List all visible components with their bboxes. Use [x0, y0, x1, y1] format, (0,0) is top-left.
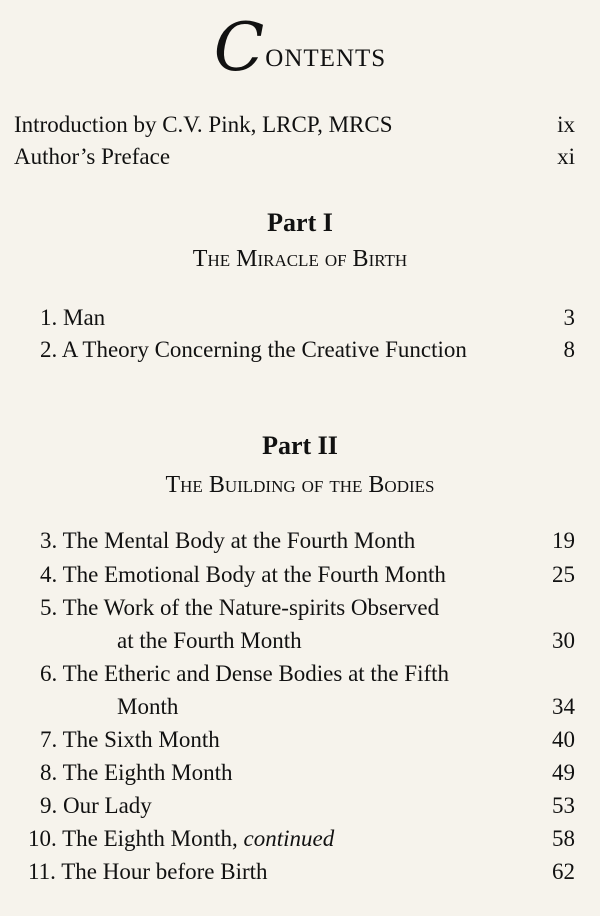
- entry-title-italic: continued: [243, 826, 335, 851]
- entry-title: Man: [63, 305, 106, 330]
- entry-title-continued: Month: [117, 694, 179, 719]
- toc-entry[interactable]: [0, 657, 600, 691]
- entry-title: The Work of the Nature-spirits Observed: [62, 595, 440, 620]
- entry-number: 7.: [40, 727, 58, 752]
- part-subheading: The Miracle of Birth: [192, 246, 408, 272]
- toc-entry[interactable]: [0, 756, 600, 790]
- entry-number: 9.: [40, 793, 58, 818]
- entry-page: ix: [557, 112, 575, 137]
- entry-page: 34: [552, 694, 575, 719]
- entry-title: Author’s Preface: [14, 144, 171, 169]
- toc-entry[interactable]: [0, 855, 600, 889]
- entry-title: The Sixth Month: [62, 727, 220, 752]
- entry-page: 62: [552, 859, 575, 884]
- entry-page: 40: [552, 727, 575, 752]
- entry-number: 11.: [28, 859, 56, 884]
- entry-number: 1.: [40, 305, 58, 330]
- toc-entry[interactable]: [0, 333, 600, 367]
- entry-page: 49: [552, 760, 575, 785]
- entry-page: 8: [563, 337, 575, 362]
- toc-entry[interactable]: [0, 723, 600, 757]
- toc-entry-continuation[interactable]: [0, 624, 600, 658]
- toc-entry[interactable]: [0, 789, 600, 823]
- entry-number: 5.: [40, 595, 58, 620]
- entry-number: 2.: [40, 337, 58, 362]
- entry-number: 3.: [40, 528, 58, 553]
- title-initial: C: [213, 9, 266, 86]
- entry-title: Introduction by C.V. Pink, LRCP, MRCS: [14, 112, 393, 137]
- toc-entry[interactable]: [0, 524, 600, 558]
- toc-entry[interactable]: [0, 301, 600, 335]
- entry-title: The Emotional Body at the Fourth Month: [62, 562, 446, 587]
- entry-page: 19: [552, 528, 575, 553]
- part-subheading: The Building of the Bodies: [165, 472, 435, 498]
- toc-entry-preface[interactable]: [0, 140, 600, 174]
- entry-number: 10.: [28, 826, 57, 851]
- entry-title: The Eighth Month: [62, 760, 233, 785]
- toc-entry[interactable]: [0, 558, 600, 592]
- entry-title: Our Lady: [63, 793, 152, 818]
- page-title: [0, 9, 600, 86]
- entry-title-continued: at the Fourth Month: [117, 628, 302, 653]
- entry-page: 3: [563, 305, 575, 330]
- toc-entry-continuation[interactable]: [0, 690, 600, 724]
- entry-title: The Eighth Month,: [62, 826, 238, 851]
- entry-number: 4.: [40, 562, 58, 587]
- entry-page: 58: [552, 826, 575, 851]
- toc-entry[interactable]: [0, 822, 600, 856]
- part-heading: Part I: [267, 208, 333, 237]
- entry-page: xi: [557, 144, 575, 169]
- entry-number: 8.: [40, 760, 58, 785]
- toc-entry[interactable]: [0, 591, 600, 625]
- toc-entry-introduction[interactable]: [0, 108, 600, 142]
- part-heading: Part II: [262, 431, 338, 460]
- entry-page: 53: [552, 793, 575, 818]
- entry-title: The Hour before Birth: [61, 859, 268, 884]
- entry-title: The Mental Body at the Fourth Month: [62, 528, 416, 553]
- title-rest: ontents: [265, 34, 387, 74]
- entry-title: The Etheric and Dense Bodies at the Fifth: [62, 661, 450, 686]
- entry-page: 30: [552, 628, 575, 653]
- entry-title: A Theory Concerning the Creative Function: [61, 337, 467, 362]
- entry-number: 6.: [40, 661, 58, 686]
- entry-page: 25: [552, 562, 575, 587]
